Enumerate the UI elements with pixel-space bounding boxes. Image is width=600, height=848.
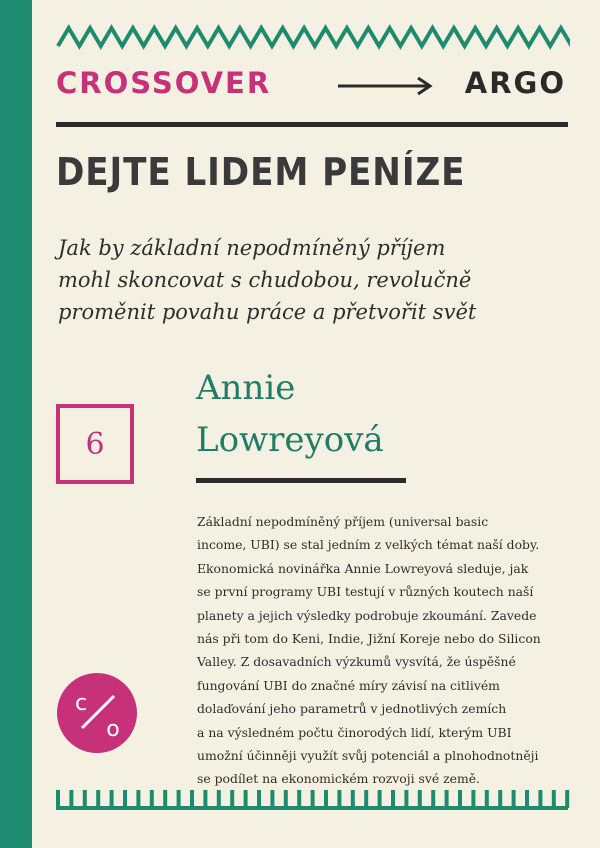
- publisher-name-argo: ARGO: [464, 66, 566, 100]
- blurb-line: nás při tom do Keni, Indie, Jižní Koreje nebo do Silicon: [197, 631, 541, 647]
- volume-number: 6: [85, 426, 105, 462]
- blurb-line: fungování UBI do značné míry závisí na citlivém: [197, 677, 500, 693]
- blurb-line: a na výsledném počtu činorodých lidí, kterým UBI: [197, 724, 512, 740]
- book-spine: [0, 0, 32, 848]
- zigzag-border-top: [56, 24, 570, 50]
- blurb-line: se podílet na ekonomickém rozvoji své země.: [197, 771, 480, 787]
- comb-border-bottom: [56, 786, 570, 812]
- series-header: [56, 66, 566, 106]
- divider-author: [196, 478, 406, 483]
- blurb-line: umožní účinněji využít svůj potenciál a plnohodnotněji: [197, 748, 539, 764]
- logo-glyph-o: o: [106, 717, 120, 742]
- author-last-name: Lowreyová: [196, 420, 384, 460]
- subtitle-line: Jak by základní nepodmíněný příjem: [58, 236, 446, 260]
- blurb-line: dolaďování jeho parametrů v jednotlivých zemích: [197, 701, 507, 717]
- blurb-line: planety a jejich výsledky podrobuje zkoumání. Zavede: [197, 607, 537, 623]
- book-subtitle: [58, 232, 558, 328]
- subtitle-line: mohl skoncovat s chudobou, revolučně: [58, 268, 472, 292]
- divider-top: [56, 122, 568, 127]
- subtitle-line: proměnit povahu práce a přetvořit svět: [58, 300, 477, 324]
- blurb-line: Valley. Z dosavadních výzkumů vysvítá, že úspěšné: [197, 654, 516, 670]
- arrow-right-icon: [338, 76, 438, 96]
- blurb-line: income, UBI) se stal jedním z velkých témat naší doby.: [197, 537, 540, 553]
- author-first-name: Annie: [196, 368, 296, 408]
- book-author: [196, 362, 384, 466]
- logo-glyph-c: c: [74, 691, 88, 716]
- book-title: DEJTE LIDEM PENÍZE: [56, 150, 466, 194]
- crossover-logo-icon: [56, 672, 138, 754]
- book-blurb: [197, 510, 577, 791]
- blurb-line: Ekonomická novinářka Annie Lowreyová sleduje, jak: [197, 560, 529, 576]
- series-name-crossover: CROSSOVER: [56, 66, 272, 100]
- blurb-line: Základní nepodmíněný příjem (universal basic: [197, 514, 489, 529]
- blurb-line: se první programy UBI testují v různých koutech naší: [197, 584, 534, 600]
- volume-number-badge: [56, 404, 134, 484]
